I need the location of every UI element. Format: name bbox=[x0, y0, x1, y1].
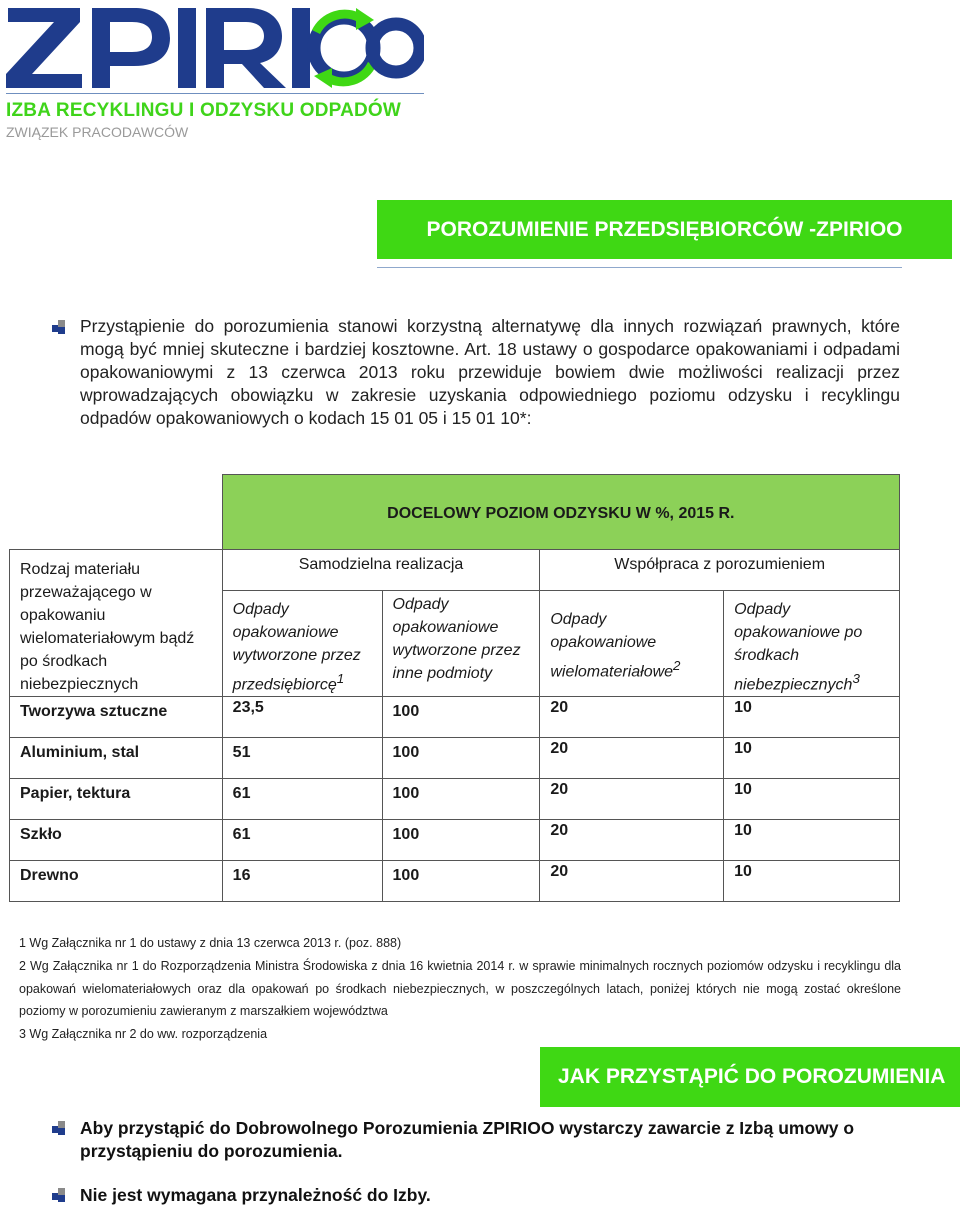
section-banner-how-to-join: JAK PRZYSTĄPIĆ DO POROZUMIENIA bbox=[540, 1047, 960, 1107]
value-cell: 10 bbox=[724, 697, 900, 738]
subheader-own-waste: Odpady opakowaniowe wytworzone przez przedsiębiorcę$^1$ bbox=[222, 590, 382, 696]
org-subtitle: ZWIĄZEK PRACODAWCÓW bbox=[6, 124, 189, 140]
bullet-icon bbox=[52, 1121, 66, 1135]
material-cell: Tworzywa sztuczne bbox=[10, 697, 223, 738]
material-cell: Aluminium, stal bbox=[10, 738, 223, 779]
value-cell: 100 bbox=[382, 820, 540, 861]
bullet-icon bbox=[52, 1188, 66, 1202]
table-row bbox=[10, 820, 900, 861]
material-cell: Papier, tektura bbox=[10, 779, 223, 820]
bullet-icon bbox=[52, 320, 66, 334]
value-cell: 20 bbox=[540, 820, 724, 861]
value-cell: 23,5 bbox=[222, 697, 382, 738]
table-row bbox=[10, 779, 900, 820]
banner-underline bbox=[377, 267, 902, 268]
value-cell: 10 bbox=[724, 779, 900, 820]
value-cell: 10 bbox=[724, 738, 900, 779]
value-cell: 100 bbox=[382, 738, 540, 779]
material-column-header: Rodzaj materiału przeważającego w opakowaniu wielomateriałowym bądź po środkach niebezpiecznych bbox=[10, 550, 223, 697]
value-cell: 20 bbox=[540, 697, 724, 738]
group-header-cooperation: Współpraca z porozumieniem bbox=[540, 550, 900, 591]
value-cell: 51 bbox=[222, 738, 382, 779]
value-cell: 100 bbox=[382, 697, 540, 738]
recovery-levels-table bbox=[9, 474, 900, 902]
subheader-hazardous: Odpady opakowaniowe po środkach niebezpiecznych$^3$ bbox=[724, 590, 900, 696]
group-header-own: Samodzielna realizacja bbox=[222, 550, 540, 591]
value-cell: 16 bbox=[222, 861, 382, 902]
table-row bbox=[10, 697, 900, 738]
logo-underline bbox=[6, 93, 424, 94]
section-banner-agreement: POROZUMIENIE PRZEDSIĘBIORCÓW -ZPIRIOO bbox=[377, 200, 952, 259]
subheader-other-entities: Odpady opakowaniowe wytworzone przez inne podmioty bbox=[382, 590, 540, 696]
material-cell: Drewno bbox=[10, 861, 223, 902]
value-cell: 100 bbox=[382, 861, 540, 902]
value-cell: 10 bbox=[724, 861, 900, 902]
join-point: Aby przystąpić do Dobrowolnego Porozumienia ZPIRIOO wystarczy zawarcie z Izbą umowy o przystąpieniu do porozumienia. bbox=[80, 1118, 855, 1161]
value-cell: 100 bbox=[382, 779, 540, 820]
table-row bbox=[10, 861, 900, 902]
org-name: IZBA RECYKLINGU I ODZYSKU ODPADÓW bbox=[6, 100, 402, 121]
intro-paragraph: Przystąpienie do porozumienia stanowi korzystną alternatywę dla innych rozwiązań prawnych, które mogą być mniej skuteczne i bardziej kosztowne. Art. 18 ustawy o gospodarce opakowaniami i odpadami opakowaniowymi z 13 czerwca 2013 roku przewiduje bowiem dwie możliwości realizacji przez wprowadzających obowiązku w zakresie uzyskania odpowiedniego poziomu odzysku i recyklingu odpadów opakowaniowych o kodach 15 01 05 i 15 01 10*: bbox=[80, 316, 900, 428]
value-cell: 61 bbox=[222, 779, 382, 820]
table-title: DOCELOWY POZIOM ODZYSKU W %, 2015 R. bbox=[222, 475, 899, 550]
value-cell: 61 bbox=[222, 820, 382, 861]
footnote: 3 Wg Załącznika nr 2 do ww. rozporządzenia bbox=[19, 1027, 268, 1042]
value-cell: 20 bbox=[540, 861, 724, 902]
table-row bbox=[10, 738, 900, 779]
value-cell: 10 bbox=[724, 820, 900, 861]
footnote: 2 Wg Załącznika nr 1 do Rozporządzenia Ministra Środowiska z dnia 16 kwietnia 2014 r. w sprawie minimalnych rocznych poziomów odzysku i recyklingu dla opakowań wielomateriałowych oraz dla opakowań po środkach niebezpiecznych, w poszczególnych latach, poniżej których nie mogą zostać określone poziomy w porozumieniu zawieranym z marszałkiem województwa bbox=[19, 958, 901, 1019]
zpirioo-logo bbox=[4, 2, 424, 94]
footnotes bbox=[19, 932, 901, 1046]
footnote: 1 Wg Załącznika nr 1 do ustawy z dnia 13 czerwca 2013 r. (poz. 888) bbox=[19, 936, 402, 950]
material-cell: Szkło bbox=[10, 820, 223, 861]
value-cell: 20 bbox=[540, 779, 724, 820]
join-point: Nie jest wymagana przynależność do Izby. bbox=[80, 1185, 431, 1205]
subheader-multimaterial: Odpady opakowaniowe wielomateriałowe$^2$ bbox=[540, 590, 724, 696]
value-cell: 20 bbox=[540, 738, 724, 779]
